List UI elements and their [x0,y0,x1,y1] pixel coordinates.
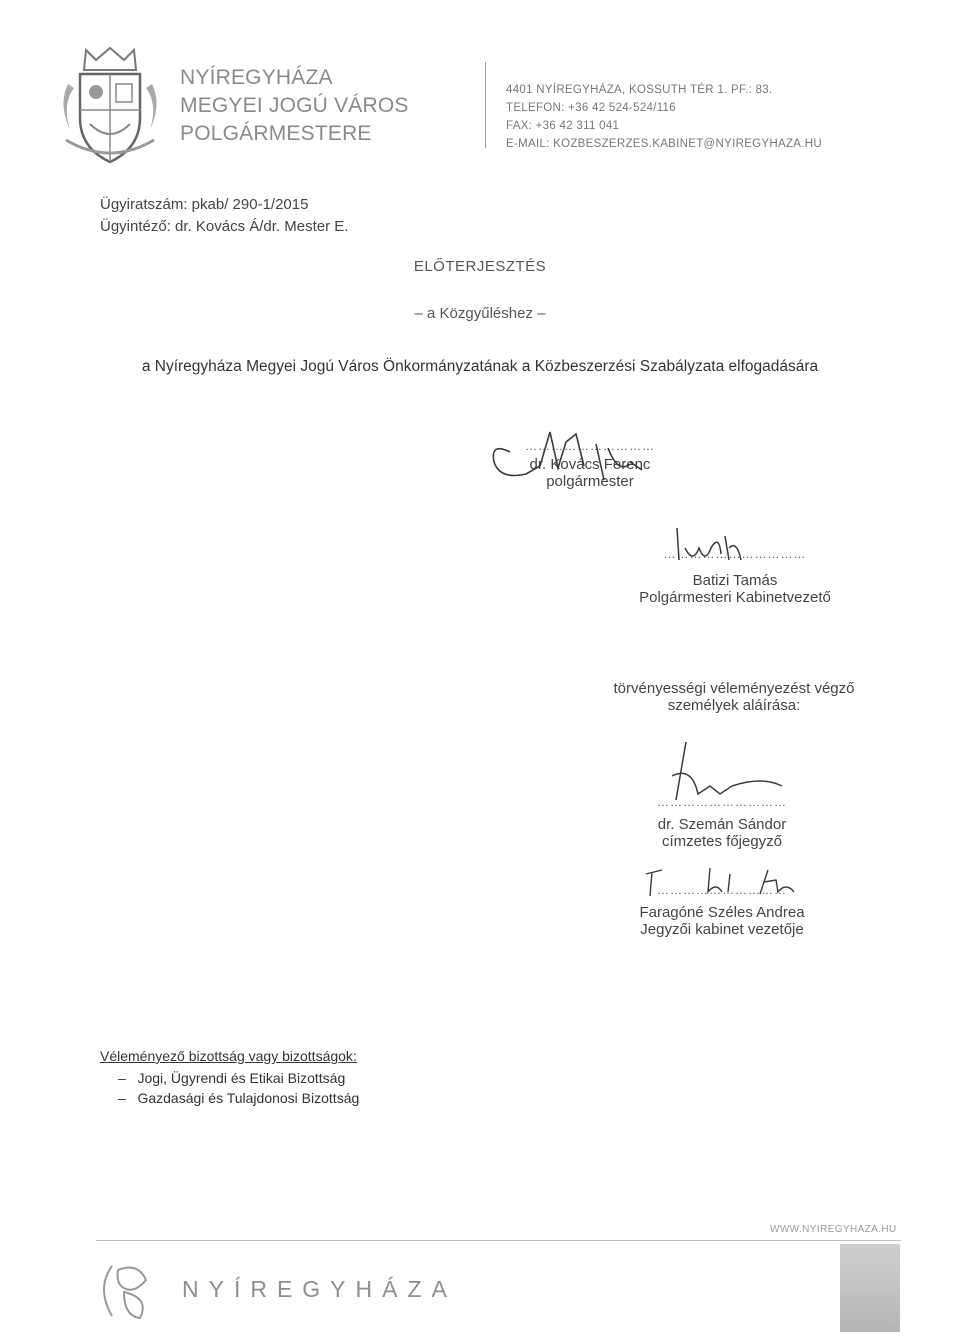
signer-role: címzetes főjegyző [661,833,783,850]
signature-block-mayor [460,440,720,510]
signer-role: Polgármesteri Kabinetvezető [639,589,831,606]
committees-heading: Véleményező bizottság vagy bizottságok: [100,1048,357,1064]
handwritten-signature-icon [622,862,822,902]
signature-line: …………………………… [663,547,807,561]
org-name-line-1: NYÍREGYHÁZA [180,66,333,89]
signature-line: ………………………… [525,439,655,453]
signature-block-chief-notary [592,796,852,856]
legal-review-label [594,680,874,714]
signer-role: polgármester [546,473,634,490]
signature-line: ………………………… [657,795,787,809]
committee-item-1: – Jogi, Ügyrendi és Etikai Bizottság [118,1070,346,1086]
org-name-line-3: POLGÁRMESTERE [180,122,372,145]
contact-email: E-MAIL: KOZBESZERZES.KABINET@NYIREGYHAZA.HU [506,138,822,150]
signature-line: ………………………… [657,883,787,897]
handwritten-signature-icon [632,736,812,806]
signer-name: Faragóné Széles Andrea [639,904,805,921]
handwritten-signature-icon [480,422,680,502]
signer-name: Batizi Tamás [692,572,778,589]
footer-divider [96,1240,901,1241]
document-subject: a Nyíregyháza Megyei Jogú Város Önkormányzatának a Közbeszerzési Szabályzata elfogadására [141,358,819,375]
addressee: – a Közgyűléshez – [414,305,546,322]
coat-of-arms-icon [56,44,164,168]
document-type: ELŐTERJESZTÉS [413,258,547,275]
org-name-line-2: MEGYEI JOGÚ VÁROS [180,94,409,117]
handwritten-signature-icon [655,524,815,574]
committee-item-2: – Gazdasági és Tulajdonosi Bizottság [118,1090,360,1106]
signature-block-notary-cabinet [592,884,852,944]
signer-name: dr. Szemán Sándor [657,816,787,833]
signer-name: dr. Kovács Ferenc [529,456,651,473]
contact-address: 4401 NYÍREGYHÁZA, KOSSUTH TÉR 1. PF.: 83. [506,84,773,96]
contact-fax: FAX: +36 42 311 041 [506,120,620,132]
footer-wordmark: NYÍREGYHÁZA [182,1276,457,1302]
file-reference: Ügyiratszám: pkab/ 290-1/2015 [100,196,309,213]
file-handler: Ügyintéző: dr. Kovács Á/dr. Mester E. [100,218,349,235]
city-logo-icon [94,1258,164,1322]
header-divider [485,62,486,148]
legal-review-label-line-2: személyek aláírása: [667,697,801,714]
footer-gray-block [840,1244,900,1332]
footer-website: WWW.NYIREGYHAZA.HU [770,1224,897,1235]
signature-block-cabinet-head [605,548,865,618]
signer-role: Jegyzői kabinet vezetője [640,921,804,938]
legal-review-label-line-1: törvényességi véleményezést végző [613,680,855,697]
contact-phone: TELEFON: +36 42 524-524/116 [506,102,676,114]
